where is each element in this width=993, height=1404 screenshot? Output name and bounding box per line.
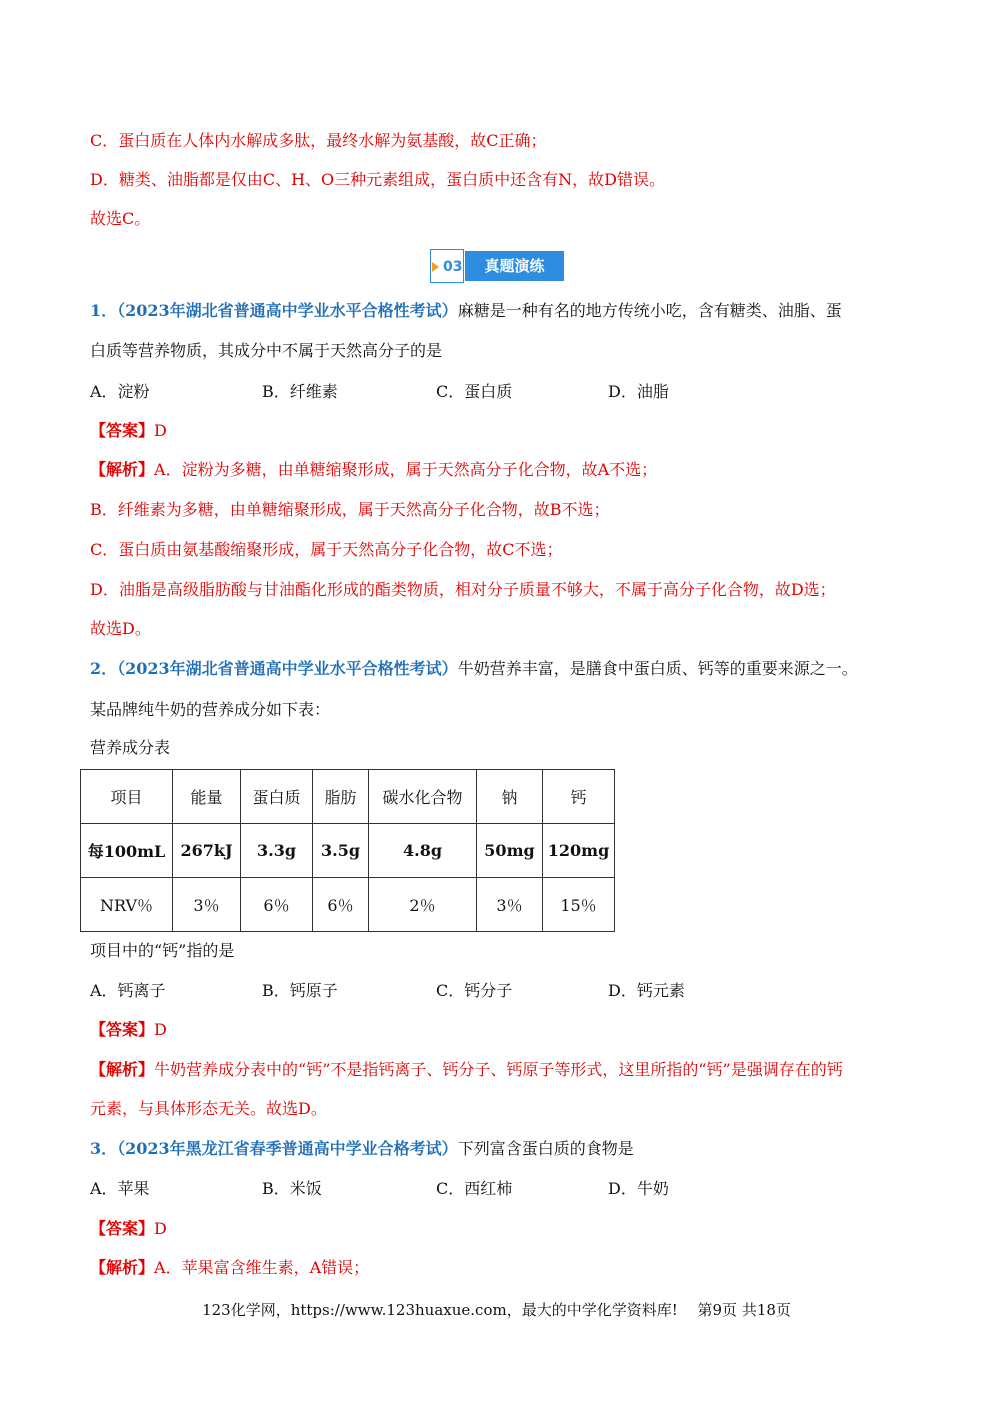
- table-cell: 4.8g: [369, 824, 477, 878]
- q3-option-d: D．牛奶: [608, 1179, 669, 1198]
- nutrition-table: [80, 769, 615, 932]
- table-header-cell: 蛋白质: [241, 770, 313, 824]
- q1-analysis-conclusion: 故选D。: [90, 619, 151, 638]
- q2-option-b: B．钙原子: [262, 981, 338, 1000]
- table-title: 营养成分表: [90, 738, 171, 757]
- q3-analysis: [90, 1256, 369, 1280]
- table-row: [81, 878, 615, 932]
- q1-answer-tag: 【答案】: [90, 421, 155, 440]
- table-cell: 6％: [241, 878, 313, 932]
- table-cell: NRV％: [81, 878, 173, 932]
- q1-stem: [90, 299, 842, 323]
- q3-analysis-text: A．苹果富含维生素，A错误；: [154, 1258, 370, 1277]
- section-number: 03: [443, 259, 463, 275]
- q3-analysis-tag: 【解析】: [90, 1258, 155, 1277]
- table-cell: 3％: [477, 878, 543, 932]
- table-cell: 50mg: [477, 824, 543, 878]
- q1-option-a: A．淀粉: [90, 382, 150, 401]
- table-header-cell: 能量: [173, 770, 241, 824]
- q2-question: 项目中的“钙”指的是: [90, 941, 235, 960]
- table-cell: 3.3g: [241, 824, 313, 878]
- q3-option-c: C．西红柿: [436, 1179, 513, 1198]
- q1-source: （2023年湖北省普通高中学业水平合格性考试）: [117, 301, 458, 320]
- q1-option-c: C．蛋白质: [436, 382, 513, 401]
- arrow-icon: [432, 262, 439, 272]
- q3-answer-tag: 【答案】: [90, 1219, 155, 1238]
- q2-answer: [90, 1018, 167, 1042]
- q2-stem-cont: 某品牌纯牛奶的营养成分如下表：: [90, 700, 331, 719]
- q1-analysis-d: D．油脂是高级脂肪酸与甘油酯化形成的酯类物质，相对分子质量不够大，不属于高分子化合物，故D选；: [90, 580, 836, 599]
- table-header-cell: 脂肪: [313, 770, 369, 824]
- table-cell: 15％: [543, 878, 615, 932]
- table-cell: 267kJ: [173, 824, 241, 878]
- q2-analysis-tag: 【解析】: [90, 1060, 155, 1079]
- q2-analysis-b: 元素，与具体形态无关。故选D。: [90, 1099, 327, 1118]
- q1-answer: [90, 419, 167, 443]
- section-title: 真题演练: [465, 251, 564, 281]
- q2-stem: [90, 657, 858, 681]
- q3-option-b: B．米饭: [262, 1179, 322, 1198]
- section-number-box: [430, 249, 464, 283]
- q1-analysis-b: B．纤维素为多糖，由单糖缩聚形成，属于天然高分子化合物，故B不选；: [90, 500, 610, 519]
- q3-number: 3．: [90, 1139, 118, 1158]
- q2-answer-tag: 【答案】: [90, 1020, 155, 1039]
- answer-line: 故选C。: [90, 209, 151, 228]
- q2-stem-text: 牛奶营养丰富，是膳食中蛋白质、钙等的重要来源之一。: [457, 659, 858, 678]
- table-cell: 3.5g: [313, 824, 369, 878]
- q1-stem-cont: 白质等营养物质，其成分中不属于天然高分子的是: [90, 341, 443, 360]
- table-header-cell: 项目: [81, 770, 173, 824]
- table-header-cell: 碳水化合物: [369, 770, 477, 824]
- table-cell: 6％: [313, 878, 369, 932]
- q2-option-a: A．钙离子: [90, 981, 166, 1000]
- section-badge: [430, 249, 564, 283]
- q1-analysis-tag: 【解析】: [90, 460, 155, 479]
- q2-option-c: C．钙分子: [436, 981, 513, 1000]
- q3-answer: [90, 1217, 167, 1241]
- table-cell: 3％: [173, 878, 241, 932]
- page-footer: 123化学网，https://www.123huaxue.com，最大的中学化学资料库! 第9页 共18页: [202, 1301, 791, 1319]
- table-row: [81, 824, 615, 878]
- table-cell: 2％: [369, 878, 477, 932]
- q2-analysis-a-text: 牛奶营养成分表中的“钙”不是指钙离子、钙分子、钙原子等形式，这里所指的“钙”是强调存在的钙: [154, 1060, 843, 1079]
- table-header-cell: 钠: [477, 770, 543, 824]
- q2-analysis-a: [90, 1058, 843, 1082]
- table-cell: 每100mL: [81, 824, 173, 878]
- q3-stem-text: 下列富含蛋白质的食物是: [457, 1139, 634, 1158]
- table-header-row: [81, 770, 615, 824]
- q2-answer-value: D: [154, 1020, 167, 1039]
- q2-option-d: D．钙元素: [608, 981, 685, 1000]
- q1-answer-value: D: [154, 421, 167, 440]
- q1-option-d: D．油脂: [608, 382, 669, 401]
- q1-option-b: B．纤维素: [262, 382, 338, 401]
- q2-source: （2023年湖北省普通高中学业水平合格性考试）: [117, 659, 458, 678]
- q3-answer-value: D: [154, 1219, 167, 1238]
- q1-analysis-a: [90, 458, 657, 482]
- q1-number: 1．: [90, 301, 118, 320]
- q3-source: （2023年黑龙江省春季普通高中学业合格考试）: [117, 1139, 458, 1158]
- analysis-line-d: D．糖类、油脂都是仅由C、H、O三种元素组成，蛋白质中还含有N，故D错误。: [90, 170, 665, 189]
- table-header-cell: 钙: [543, 770, 615, 824]
- q1-analysis-a-text: A．淀粉为多糖，由单糖缩聚形成，属于天然高分子化合物，故A不选；: [154, 460, 658, 479]
- q1-analysis-c: C．蛋白质由氨基酸缩聚形成，属于天然高分子化合物，故C不选；: [90, 540, 563, 559]
- q1-stem-text: 麻糖是一种有名的地方传统小吃，含有糖类、油脂、蛋: [457, 301, 842, 320]
- q2-number: 2．: [90, 659, 118, 678]
- analysis-line-c: C．蛋白质在人体内水解成多肽，最终水解为氨基酸，故C正确；: [90, 131, 547, 150]
- q3-stem: [90, 1137, 634, 1161]
- q3-option-a: A．苹果: [90, 1179, 150, 1198]
- table-cell: 120mg: [543, 824, 615, 878]
